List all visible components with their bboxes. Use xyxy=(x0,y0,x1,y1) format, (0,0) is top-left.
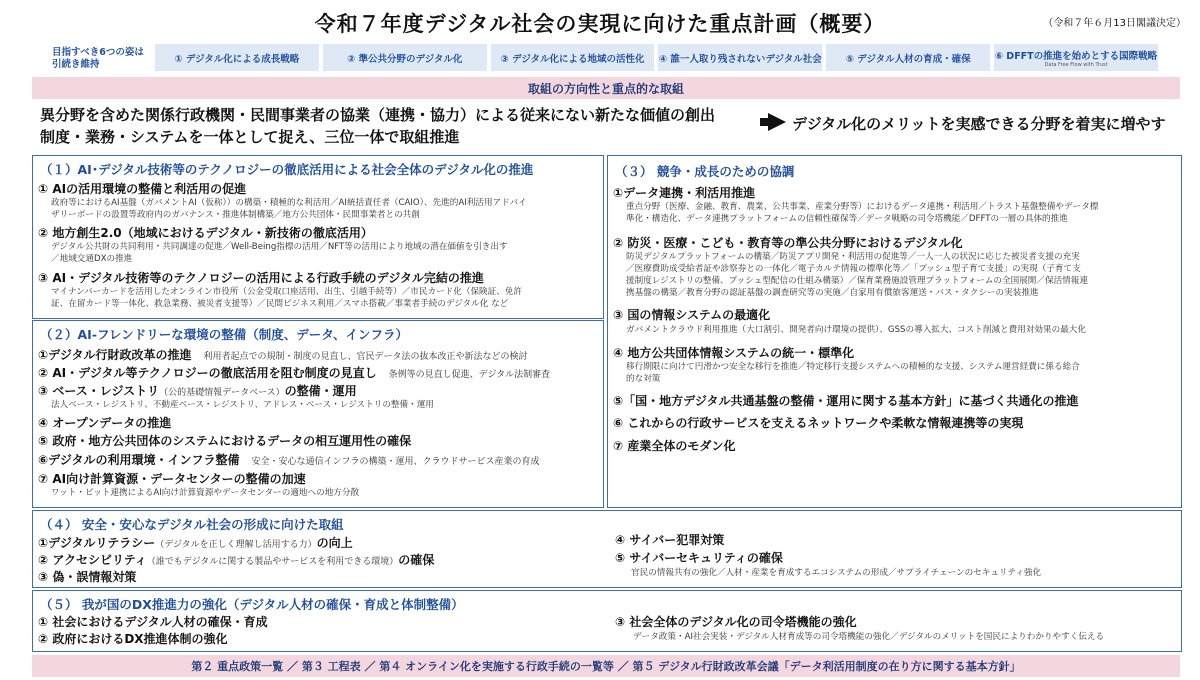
section-4-item-4: ④ サイバー犯罪対策 xyxy=(615,533,725,547)
lead-statement-3: デジタル化のメリットを実感できる分野を着実に増やす xyxy=(792,115,1166,133)
section-4-item-2: ② アクセシビリティ（誰でもデジタルに関する製品やサービスを利用できる環境）の確保 xyxy=(38,553,435,567)
section-1-item-1: ① AIの活用環境の整備と利活用の促進 xyxy=(38,182,247,196)
section-3-item-6: ⑥ これからの行政サービスを支えるネットワークや柔軟な情報連携等の実現 xyxy=(613,416,1024,430)
section-3-item-1-detail-2: 準化・構造化、データ連携プラットフォームの信頼性確保等／データ戦略の司令塔機能／DFFTの一層の具体的推進 xyxy=(626,214,1068,224)
section-2-item-6-note: 安全・安心な通信インフラの構築・運用、クラウドサービス産業の育成 xyxy=(251,457,540,467)
lead-statement-2: 制度・業務・システムを一体として捉え、三位一体で取組推進 xyxy=(40,128,460,146)
section-3-item-4-detail-2: 的な対策 xyxy=(626,374,661,384)
section-3-item-1-detail-1: 重点分野（医療、金融、教育、農業、公共事業、産業分野等）におけるデータ連携・利活用／トラスト基盤整備やデータ標 xyxy=(626,202,1099,212)
section-1-box xyxy=(32,155,604,319)
section-1-item-3: ③ AI・デジタル技術等のテクノロジーの活用による行政手続のデジタル完結の推進 xyxy=(38,271,484,285)
section-3-item-4-detail-1: 移行期限に向けて円滑かつ安全な移行を推進／特定移行支援システムへの積極的な支援、システム運営経費に係る総合 xyxy=(626,362,1080,372)
section-2-item-2-note: 条例等の見直し促進、デジタル法制審査 xyxy=(388,370,551,380)
section-2-item-1-note: 利用者起点での規制・制度の見直し、官民データ法の抜本改正や新法などの検討 xyxy=(203,352,528,362)
section-2-item-3-note: （公的基礎情報データベース） xyxy=(159,388,285,398)
section-5-box xyxy=(32,590,1182,652)
section-3-item-3: ③ 国の情報システムの最適化 xyxy=(613,308,771,322)
section-2-item-7: ⑦ AI向け計算資源・データセンターの整備の加速 xyxy=(38,472,306,486)
section-1-item-1-detail-2: ザリーボードの設置等政府内のガバナンス・推進体制構築／地方公共団体・民間事業者との共創 xyxy=(51,210,420,220)
pillar-6: ⑥ DFFTの推進を始めとする国際戦略 Data Free Flow with Trust xyxy=(994,44,1158,71)
pillar-6-sub: Data Free Flow with Trust xyxy=(1044,61,1108,68)
section-3-item-2-detail-4: 携基盤の構築／教育分野の認証基盤の調査研究等の実施／自家用有償旅客運送・バス・タクシーの実装推進 xyxy=(626,288,1039,298)
section-1-item-2: ② 地方創生2.0（地域におけるデジタル・新技術の徹底活用） xyxy=(38,226,373,240)
section-4-item-1-note: （デジタルを正しく理解し活用する力） xyxy=(155,540,317,550)
section-3-item-3-detail: ガバメントクラウド利用推進（大口割引、開発者向け環境の提供）、GSSの導入拡大、コスト削減と費用対効果の最大化 xyxy=(626,325,1086,335)
pillar-3: ③ デジタル化による地域の活性化 xyxy=(491,44,655,71)
section-2-heading: （２）AI-フレンドリーな環境の整備（制度、データ、インフラ） xyxy=(40,327,408,342)
section-2-item-3: ③ ベース・レジストリ（公的基礎情報データベース）の整備・運用 xyxy=(38,384,357,398)
section-1-item-3-detail-2: 証、在留カード等一体化、救急業務、被災者支援等）／民間ビジネス利用／スマホ搭載／事業者手続のデジタル化 など xyxy=(51,299,509,309)
section-4-item-3: ③ 偽・誤情報対策 xyxy=(38,570,137,584)
section-3-item-2-detail-2: ／医療費助成受給者証や診察券との一体化／電子カルテ情報の標準化等／「プッシュ型子育て支援」の実現（子育て支 xyxy=(626,264,1081,274)
lead-statement-1: 異分野を含めた関係行政機関・民間事業者の協業（連携・協力）による従来にない新たな価値の創出 xyxy=(40,106,716,124)
section-4-item-5-detail: 官民の情報共有の強化／人材・産業を育成するエコシステムの形成／サプライチェーンのセキュリティ強化 xyxy=(631,568,1042,578)
section-1-item-1-detail-1: 政府等におけるAI基盤（ガバメントAI（仮称））の構築・積極的な利活用／AI統括責任者（CAIO）、先進的AI利活用アドバイ xyxy=(51,198,527,208)
section-3-item-7: ⑦ 産業全体のモダン化 xyxy=(613,439,736,453)
section-2-box xyxy=(32,320,604,508)
section-1-heading: （１）AI･デジタル技術等のテクノロジーの徹底活用による社会全体のデジタル化の推進 xyxy=(40,162,534,177)
section-5-item-2: ② 政府におけるDX推進体制の強化 xyxy=(38,632,228,646)
pillar-5: ⑤ デジタル人材の育成・確保 xyxy=(826,44,990,71)
section-2-item-4: ④ オープンデータの推進 xyxy=(38,416,172,430)
section-5-item-3-detail: データ政策・AI社会実装・デジタル人材育成等の司令塔機能の強化／デジタルのメリットを国民によりわかりやすく伝える xyxy=(633,632,1105,642)
decision-date: （令和７年６月13日閣議決定） xyxy=(1043,18,1186,29)
section-3-heading: （３） 競争・成長のための協調 xyxy=(615,164,795,179)
section-2-item-3-detail: 法人ベース・レジストリ、不動産ベース・レジストリ、アドレス・ベース・レジストリの整備・運用 xyxy=(51,400,434,410)
section-4-item-1: ①デジタルリテラシー（デジタルを正しく理解し活用する力）の向上 xyxy=(38,536,353,550)
goal-pillars xyxy=(155,44,1158,71)
section-4-heading: （４） 安全・安心なデジタル社会の形成に向けた取組 xyxy=(40,517,344,532)
section-2-item-2: ② AI・デジタル等テクノロジーの徹底活用を阻む制度の見直し 条例等の見直し促進、デジタル法制審査 xyxy=(38,366,551,380)
section-2-item-1: ①デジタル行財政改革の推進 利用者起点での規制・制度の見直し、官民データ法の抜本改正や新法などの検討 xyxy=(38,348,528,362)
section-3-item-1: ①データ連携・利活用推進 xyxy=(613,186,756,200)
section-3-item-5: ⑤「国・地方デジタル共通基盤の整備・運用に関する基本方針」に基づく共通化の推進 xyxy=(613,394,1079,408)
section-3-item-2-detail-3: 援制度レジストリの整備、プッシュ型配信の仕組み構築）／保育業務施設管理プラットフォームの全国展開／保活情報連 xyxy=(626,276,1088,286)
section-1-item-3-detail-1: マイナンバーカードを活用したオンライン市役所（公金受取口座活用、出生、引越手続等）／市民カード化（保険証、免許 xyxy=(51,287,523,297)
section-3-box xyxy=(607,155,1182,508)
section-5-heading: （５） 我が国のDX推進力の強化（デジタル人材の確保・育成と体制整備） xyxy=(40,597,464,612)
pillar-1: ① デジタル化による成長戦略 xyxy=(155,44,319,71)
section-2-item-5: ⑤ 政府・地方公共団体のシステムにおけるデータの相互運用性の確保 xyxy=(38,434,412,448)
goal-label: 目指すべき6つの姿は引続き維持 xyxy=(52,47,144,70)
section-5-item-1: ① 社会におけるデジタル人材の確保・育成 xyxy=(38,615,268,629)
section-2-item-7-detail: ワット・ビット連携によるAI向け計算資源やデータセンターの適地への地方分散 xyxy=(51,488,360,498)
arrow-right-icon xyxy=(768,113,786,131)
section-2-item-6: ⑥デジタルの利用環境・インフラ整備 安全・安心な通信インフラの構築・運用、クラウドサービス産業の育成 xyxy=(38,453,540,467)
section-3-item-2-detail-1: 防災デジタルプラットフォームの構築／防災アプリ開発・利活用の促進等／一人一人の状況に応じた被災者支援の充実 xyxy=(626,252,1080,262)
pillar-2: ② 準公共分野のデジタル化 xyxy=(323,44,487,71)
section-5-item-3: ③ 社会全体のデジタル化の司令塔機能の強化 xyxy=(615,615,857,629)
page-title: 令和７年度デジタル社会の実現に向けた重点計画（概要） xyxy=(314,12,886,36)
section-4-box xyxy=(32,510,1182,588)
direction-band: 取組の方向性と重点的な取組 xyxy=(32,77,1180,99)
section-3-item-4: ④ 地方公共団体情報システムの統一・標準化 xyxy=(613,346,855,360)
section-4-item-5: ⑤ サイバーセキュリティの確保 xyxy=(615,551,783,565)
pillar-4: ④ 誰一人取り残されないデジタル社会 xyxy=(658,44,822,71)
section-1-item-2-detail-1: デジタル公共財の共同利用・共同調達の促進／Well-Being指標の活用／NFT等の活用により地域の潜在価値を引き出す xyxy=(51,242,508,252)
section-3-item-2: ② 防災・医療・こども・教育等の準公共分野におけるデジタル化 xyxy=(613,236,963,250)
section-1-item-2-detail-2: ／地域交通DXの推進 xyxy=(51,254,133,264)
footer-band: 第２ 重点政策一覧 ／ 第３ 工程表 ／ 第４ オンライン化を実施する行政手続の一覧等 ／ 第５ デジタル行財政改革会議「データ利活用制度の在り方に関する基本方針」 xyxy=(32,655,1180,677)
section-4-item-2-note: （誰でもデジタルに関する製品やサービスを利用できる環境） xyxy=(146,557,399,567)
